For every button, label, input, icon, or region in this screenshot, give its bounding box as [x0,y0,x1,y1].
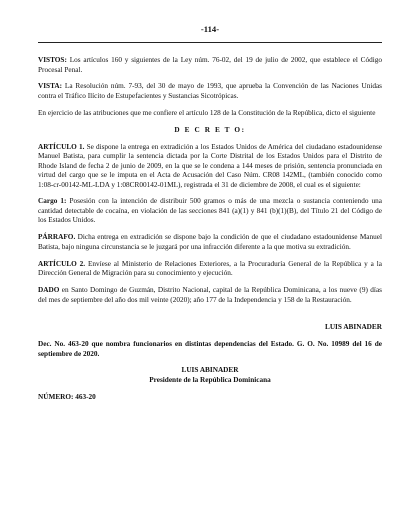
cargo-1-text: Posesión con la intención de distribuir 500 gramos o más de una mezcla o sustancia conteniendo una cantidad detectable de cocaína, en violación de las secciones 841 (a)(1) y 841 (b)(1)(B), del Título 21 del Código de los Estados Unidos. [38,197,383,225]
vista-text: La Resolución núm. 7-93, del 30 de mayo de 1993, que aprueba la Convención de las Naciones Unidas contra el Tráfico Ilícito de Estupefacientes y Sustancias Sicotrópicas. [38,82,382,100]
next-decree-title: Dec. No. 463-20 que nombra funcionarios en distintas dependencias del Estado. G. O. No. 10989 del 16 de septiembre de 2020. [38,340,382,358]
signature-name: LUIS ABINADER [324,323,382,332]
parrafo-text: Dicha entrega en extradición se dispone bajo la condición de que el ciudadano estadounidense Manuel Batista, bajo ninguna circunstancia se le juzgará por una infracción diferente a la que motiva su extradición. [38,233,382,251]
articulo-2-paragraph [38,260,382,279]
president-title: Presidente de la República Dominicana [149,375,271,384]
dado-text: en Santo Domingo de Guzmán, Distrito Nacional, capital de la República Dominicana, a los nueve (9) días del mes de septiembre del año dos mil veinte (2020); año 177 de la Independencia y 158 de la Restauración. [38,286,382,304]
vista-label: VISTA: [38,82,63,91]
vistos-label: VISTOS: [38,56,67,64]
articulo-1-paragraph [38,143,382,191]
vista-paragraph [38,82,382,101]
articulo-2-text: Envíese al Ministerio de Relaciones Exteriores, a la Procuraduría General de la República y a la Dirección General de Migración para su conocimiento y ejecución. [38,259,382,278]
decreto-heading: D E C R E T O: [174,125,246,134]
dado-paragraph [38,286,382,305]
document-body [38,56,382,410]
articulo-1-label: ARTÍCULO 1. [38,142,85,151]
page-header [38,22,382,43]
ejercicio-paragraph: En ejercicio de las atribuciones que me confiere el artículo 128 de la Constitución de la República, dicto el siguiente [38,108,376,117]
decree-number: NÚMERO: 463-20 [38,392,96,401]
dado-label: DADO [38,286,60,295]
cargo-1-paragraph [38,197,382,226]
president-signature-block [38,366,382,385]
cargo-1-label: Cargo 1: [38,197,67,206]
president-name: LUIS ABINADER [181,366,239,375]
vistos-text: Los artículos 160 y siguientes de la Ley núm. 76-02, del 19 de julio de 2002, que establece el Código Procesal Penal. [38,56,382,74]
parrafo-paragraph [38,233,382,252]
page-number: -114- [200,24,220,34]
articulo-2-label: ARTÍCULO 2. [38,259,86,268]
parrafo-label: PÁRRAFO. [38,233,76,242]
vistos-paragraph [38,56,382,75]
articulo-1-text: Se dispone la entrega en extradición a los Estados Unidos de América del ciudadano estadounidense Manuel Batista, para cumplir la sentencia dictada por la Corte Distrital de los Estados Unidos para el Distrito de Rhode Island de fecha 2 de junio de 2009, en la que se le condena a 144 meses de prisión, sentencia pronunciada en virtud del cargo que se le imputa en el Acta de Acusación del Caso Núm. CR08 142ML, (también conocido como 1:08-cr-00142-ML-LDA y 1:08CR00142-01ML), registrada el 31 de diciembre de 2008, el cual es el siguiente: [38,142,383,189]
